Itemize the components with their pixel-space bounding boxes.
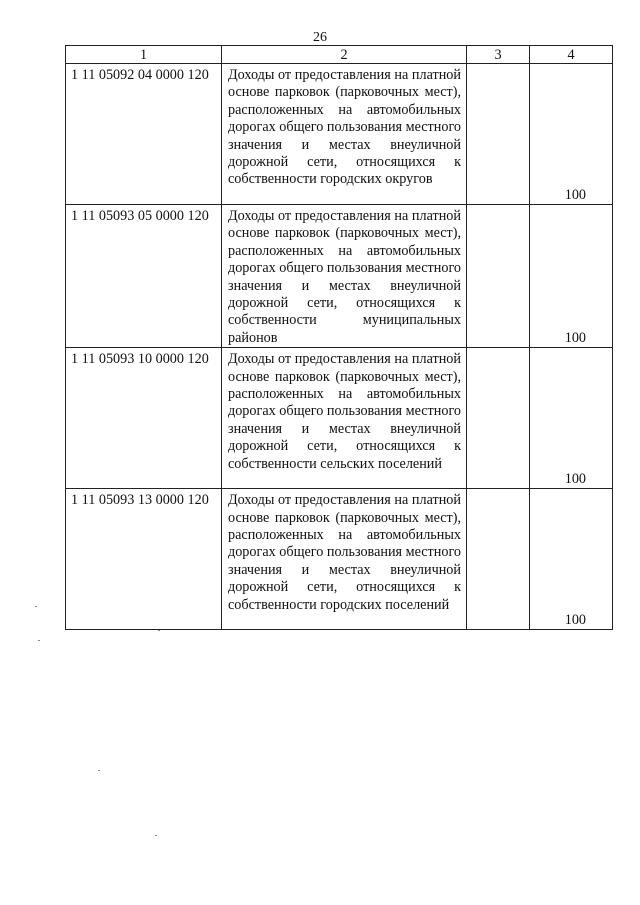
scan-speck	[98, 770, 100, 771]
column-3-cell	[467, 205, 530, 348]
value-cell: 100	[530, 348, 613, 489]
table-row	[66, 64, 613, 205]
description-cell: Доходы от предоставления на платной основе парковок (парковочных мест), расположенных на автомобильных дорогах общего пользования местного значения и местах внеуличной дорожной сети, относящихся к собственности сельских поселений	[222, 348, 467, 489]
column-header-2: 2	[222, 46, 467, 64]
table-row	[66, 205, 613, 348]
column-3-cell	[467, 64, 530, 205]
description-cell: Доходы от предоставления на платной основе парковок (парковочных мест), расположенных на автомобильных дорогах общего пользования местного значения и местах внеуличной дорожной сети, относящихся к собственности городских округов	[222, 64, 467, 205]
scan-speck	[158, 630, 160, 631]
budget-code-cell: 1 11 05092 04 0000 120	[66, 64, 222, 205]
value-cell: 100	[530, 205, 613, 348]
column-header-4: 4	[530, 46, 613, 64]
column-3-cell	[467, 489, 530, 630]
table-row	[66, 489, 613, 630]
value-cell: 100	[530, 64, 613, 205]
scan-speck	[155, 835, 157, 836]
column-3-cell	[467, 348, 530, 489]
description-cell: Доходы от предоставления на платной основе парковок (парковочных мест), расположенных на автомобильных дорогах общего пользования местного значения и местах внеуличной дорожной сети, относящихся к собственности муниципальных районов	[222, 205, 467, 348]
column-header-3: 3	[467, 46, 530, 64]
value-cell: 100	[530, 489, 613, 630]
budget-code-cell: 1 11 05093 13 0000 120	[66, 489, 222, 630]
scan-speck	[38, 640, 40, 641]
revenue-table	[65, 45, 613, 630]
scan-speck	[35, 606, 37, 607]
description-cell: Доходы от предоставления на платной основе парковок (парковочных мест), расположенных на автомобильных дорогах общего пользования местного значения и местах внеуличной дорожной сети, относящихся к собственности городских поселений	[222, 489, 467, 630]
budget-code-cell: 1 11 05093 05 0000 120	[66, 205, 222, 348]
table-row	[66, 348, 613, 489]
table-header-row	[66, 46, 613, 64]
page-number: 26	[313, 30, 327, 45]
column-header-1: 1	[66, 46, 222, 64]
budget-code-cell: 1 11 05093 10 0000 120	[66, 348, 222, 489]
